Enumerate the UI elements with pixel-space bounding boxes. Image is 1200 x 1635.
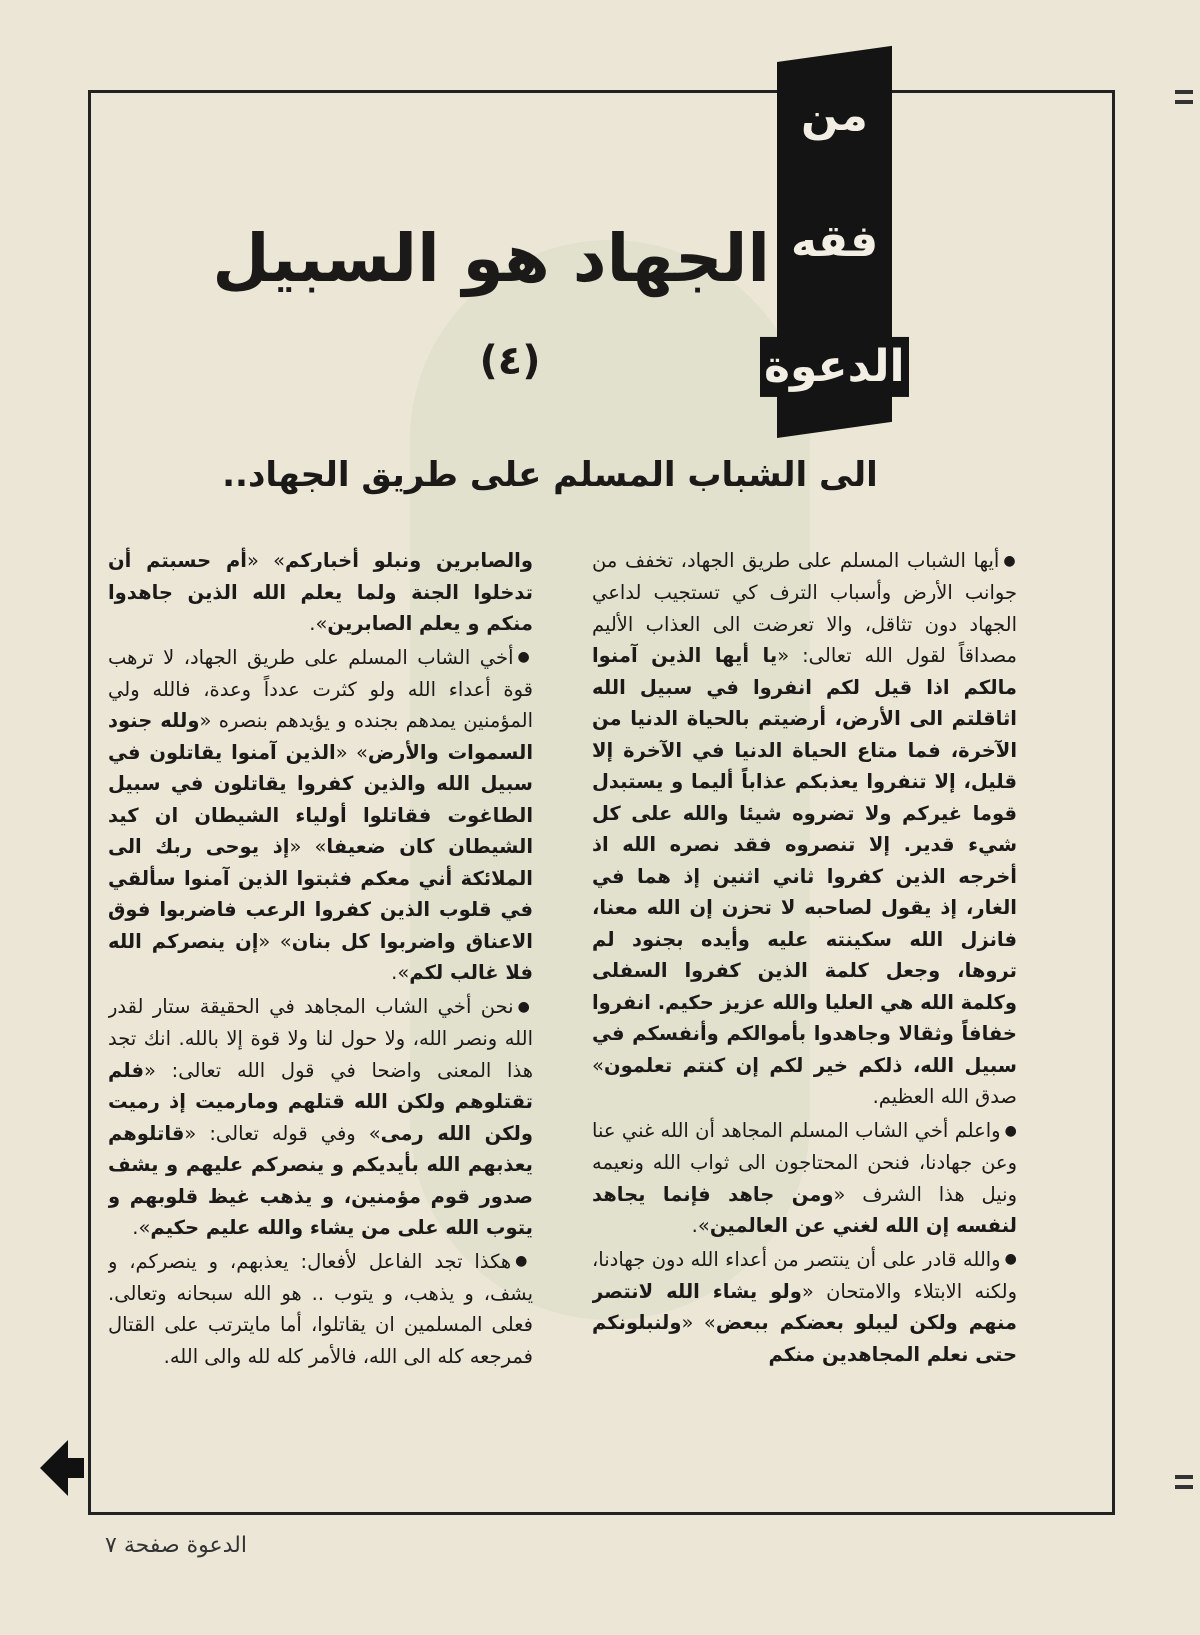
paragraph: [108, 1246, 533, 1373]
quran-verse: يا أيها الذين آمنوا مالكم اذا قيل لكم انفروا في سبيل الله اثاقلتم الى الأرض، أرضيتم بالحياة الدنيا من الآخرة، فما متاع الحياة الدنيا في الآخرة إلا قليل، إلا تنفروا يعذبكم عذاباً أليما و يستبدل قوما غيركم ولا تضروه شيئا والله على كل شيء قدير. إلا تنصروه فقد نصره الله اذ أخرجه الذين كفروا ثاني اثنين إذ هما في الغار، إذ يقول لصاحبه لا تحزن إن الله معنا، فانزل الله سكينته عليه وأيده بجنود لم تروها، وجعل كلمة الذين كفروا السفلى وكلمة الله هي العليا والله عزيز حكيم. انفروا خفافاً وثقالا وجاهدوا بأموالكم وأنفسكم في سبيل الله، ذلكم خير لكم إن كنتم تعلمون: [592, 644, 1017, 1077]
body-text: » صدق الله العظيم.: [592, 1053, 1017, 1109]
body-text: » «: [246, 549, 285, 572]
page-footer: الدعوة صفحة ٧: [105, 1533, 248, 1558]
quran-verse: الذين آمنوا يقاتلون في سبيل الله والذين كفروا يقاتلون في سبيل الطاغوت فقاتلوا أولياء الشيطان ان كيد الشيطان كان ضعيفا: [108, 740, 533, 859]
bullet-icon: ●: [515, 1253, 533, 1270]
banner-word-1: من: [797, 86, 872, 146]
body-text: ».: [309, 612, 328, 635]
quran-verse: إن ينصركم الله فلا غالب لكم: [108, 929, 533, 985]
edge-mark: [1175, 1475, 1193, 1479]
right-column: [592, 545, 1017, 1505]
section-banner: [764, 46, 905, 438]
article-subtitle: الى الشباب المسلم على طريق الجهاد..: [222, 455, 878, 495]
body-text: نحن أخي الشاب المجاهد في الحقيقة ستار لقدر الله ونصر الله، ولا حول لنا ولا قوة إلا بالله. انك تجد هذا المعنى واضحا في قول الله تعالى: «: [108, 994, 533, 1082]
paragraph: [108, 991, 533, 1244]
body-text: ».: [691, 1214, 710, 1237]
banner-word-2: فقه: [787, 212, 882, 272]
body-text: هكذا تجد الفاعل لأفعال: يعذبهم، و ينصركم، و يشف، و يذهب، و يتوب .. هو الله سبحانه وتعالى. فعلى المسلمين ان يقاتلوا، أما مايترتب على القتال فمرجعه كله الى الله، فالأمر كله لله والى الله.: [108, 1249, 533, 1368]
body-text: » «: [335, 740, 368, 764]
body-text: والله قادر على أن ينتصر من أعداء الله دون جهادنا، ولكنه الابتلاء والامتحان «: [592, 1247, 1017, 1303]
quran-verse: ولو يشاء الله لانتصر منهم ولكن ليبلو بعضكم ببعض: [592, 1279, 1017, 1335]
body-text: أخي الشاب المسلم على طريق الجهاد، لا ترهب قوة أعداء الله ولو كثرت عدداً وعدة، فالله ولي المؤمنين يمدهم بجنده و يؤيدهم بنصره «: [108, 645, 533, 733]
paragraph: [592, 1115, 1017, 1242]
article-title: الجهاد هو السبيل: [212, 220, 770, 297]
edge-mark: [1175, 90, 1193, 94]
body-text: » «: [258, 929, 292, 953]
body-text: » وفي قوله تعالى: «: [184, 1121, 381, 1145]
quran-verse: ولله جنود السموات والأرض: [108, 709, 533, 764]
paragraph: [108, 545, 533, 640]
body-text: » «: [681, 1311, 716, 1335]
quran-verse: قاتلوهم يعذبهم الله بأيديكم و ينصركم عليهم و يشف صدور قوم مؤمنين، و يذهب غيظ قلوبهم و يتوب الله على من يشاء والله عليم حكيم: [108, 1121, 533, 1239]
quran-verse: إذ يوحى ربك الى الملائكة أني معكم فثبتوا الذين آمنوا سألقي في قلوب الذين كفروا الرعب فاضربوا فوق الاعناق واضربوا كل بنان: [108, 835, 533, 953]
paragraph: [592, 1244, 1017, 1371]
quran-verse: ومن جاهد فإنما يجاهد لنفسه إن الله لغني عن العالمين: [592, 1182, 1017, 1237]
bullet-icon: ●: [1004, 1122, 1017, 1139]
bullet-icon: ●: [1004, 1251, 1017, 1268]
body-text: واعلم أخي الشاب المسلم المجاهد أن الله غني عنا وعن جهادنا، فنحن المحتاجون الى ثواب الله ونعيمه ونيل هذا الشرف «: [592, 1118, 1017, 1206]
part-number: (٤): [479, 338, 541, 384]
left-column: [108, 545, 533, 1505]
body-text: ».: [391, 961, 410, 985]
edge-mark: [1175, 1485, 1193, 1489]
paragraph: [592, 545, 1017, 1113]
paragraph: [108, 642, 533, 989]
bullet-icon: ●: [517, 649, 533, 666]
banner-word-3: الدعوة: [760, 337, 909, 397]
edge-mark: [1175, 100, 1193, 104]
arrow-left-icon: [40, 1440, 68, 1496]
body-text: ».: [132, 1216, 151, 1239]
quran-verse: فلم تقتلوهم ولكن الله قتلهم ومارميت إذ رميت ولكن الله رمى: [108, 1058, 533, 1145]
body-text: أيها الشباب المسلم على طريق الجهاد، تخفف من جوانب الأرض وأسباب الترف كي تستجيب لداعي الجهاد دون تثاقل، والا تعرضت الى العذاب الأليم مصداقاً لقول الله تعالى: «: [592, 549, 1017, 668]
quran-verse: أم حسبتم أن تدخلوا الجنة ولما يعلم الله الذين جاهدوا منكم و يعلم الصابرين: [108, 549, 533, 635]
quran-verse: والصابرين ونبلو أخباركم: [285, 549, 533, 572]
bullet-icon: ●: [1003, 552, 1017, 569]
quran-verse: ولنبلونكم حتى نعلم المجاهدين منكم: [592, 1311, 1017, 1366]
bullet-icon: ●: [517, 998, 533, 1015]
body-text: » «: [289, 835, 327, 859]
